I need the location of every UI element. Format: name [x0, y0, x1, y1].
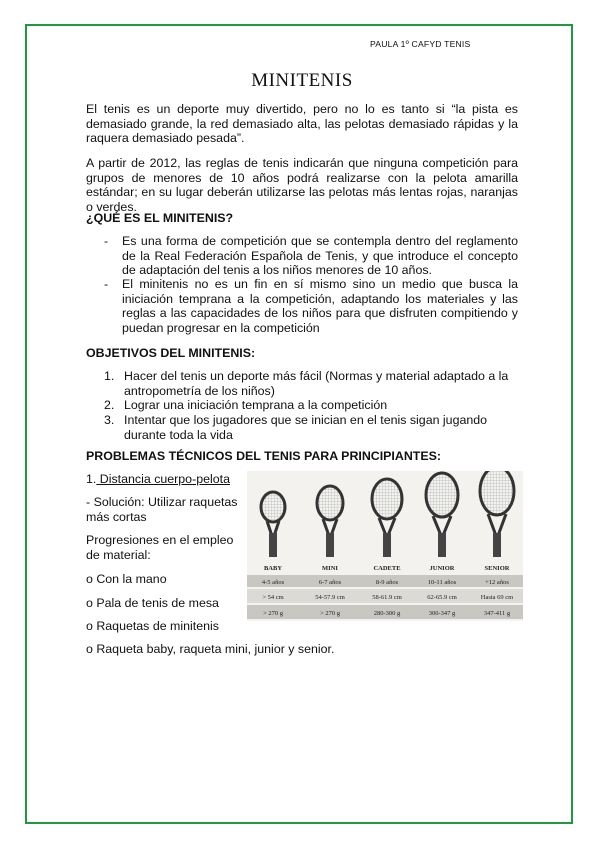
- cell-length: 58-61.9 cm: [372, 594, 402, 601]
- racket-senior: [480, 471, 514, 557]
- col-name-cadete: CADETE: [373, 565, 401, 572]
- document-title: MINITENIS: [251, 70, 353, 91]
- col-name-mini: MINI: [322, 565, 338, 572]
- list-number: 2.: [104, 398, 115, 412]
- cell-length: > 54 cm: [262, 594, 284, 601]
- option-item: o Pala de tenis de mesa: [86, 596, 219, 610]
- solution-text: - Solución: Utilizar raquetas más cortas: [86, 495, 238, 524]
- cell-weight: 347-411 g: [483, 610, 511, 617]
- col-name-baby: BABY: [263, 565, 283, 572]
- racket-cadete: [372, 479, 402, 557]
- racket-sizes-image: [247, 471, 523, 621]
- intro-paragraph: El tenis es un deporte muy divertido, pero no lo es tanto si “la pista es demasiado grande, la red demasiado alta, las pelotas demasiado rápidas y la raquera demasiado pesada”.: [86, 102, 518, 146]
- list-item-text: Lograr una iniciación temprana a la competición: [124, 398, 388, 412]
- cell-length: 62-65.9 cm: [427, 594, 457, 601]
- problem-label: Distancia cuerpo-pelota: [96, 472, 230, 486]
- dash-bullet: -: [104, 234, 109, 248]
- cell-age: 4-5 años: [261, 579, 285, 586]
- cell-weight: 300-347 g: [428, 610, 456, 617]
- section-heading-objectives: OBJETIVOS DEL MINITENIS:: [86, 346, 256, 360]
- cell-weight: 280-300 g: [373, 610, 401, 617]
- list-item-text: El minitenis no es un fin en sí mismo sino un medio que busca la iniciación temprana a la competición, adaptando los materiales y las reglas a las capacidades de los niños para que disfruten compitiendo y puedan progresar en la competición: [122, 277, 518, 335]
- col-name-senior: SENIOR: [484, 565, 510, 572]
- cell-weight: > 270 g: [320, 610, 340, 617]
- cell-length: Hasta 69 cm: [480, 594, 514, 601]
- rules-paragraph: A partir de 2012, las reglas de tenis indicarán que ninguna competición para grupos de menores de 10 años podrá realizarse con la pelota amarilla estándar; en su lugar deberán utilizarse las pelotas más lentas rojas, naranjas o verdes.: [86, 156, 518, 214]
- list-item-text: Intentar que los jugadores que se inician en el tenis sigan jugando durante toda la vida: [124, 413, 488, 442]
- section-heading-what-is: ¿QUÉ ES EL MINITENIS?: [86, 211, 234, 225]
- col-name-junior: JUNIOR: [429, 565, 455, 572]
- problem-item: [86, 472, 230, 487]
- progressions-text: Progresiones en el empleo de material:: [86, 533, 234, 562]
- list-item-text: Es una forma de competición que se contempla dentro del reglamento de la Real Federación Española de Tenis, y que introduce el concepto de adaptación del tenis a los niños menores de 10 años.: [122, 234, 518, 278]
- option-item: o Raquetas de minitenis: [86, 619, 219, 633]
- cell-age: +12 años: [485, 579, 509, 586]
- cell-age: 10-11 años: [427, 579, 457, 586]
- option-item: o Con la mano: [86, 572, 167, 586]
- racket-baby: [261, 492, 285, 557]
- racket-junior: [426, 473, 458, 557]
- list-item-text: Hacer del tenis un deporte más fácil (Normas y material adaptado a la antropometría de los niños): [124, 369, 509, 398]
- racket-mini: [317, 486, 343, 557]
- option-item: o Raqueta baby, raqueta mini, junior y senior.: [86, 642, 335, 656]
- header-author: PAULA 1º CAFYD TENIS: [370, 39, 471, 49]
- problem-number: 1.: [86, 472, 97, 486]
- cell-weight: > 270 g: [263, 610, 283, 617]
- cell-length: 54-57.9 cm: [315, 594, 345, 601]
- section-heading-problems: PROBLEMAS TÉCNICOS DEL TENIS PARA PRINCIPIANTES:: [86, 449, 441, 463]
- cell-age: 8-9 años: [375, 579, 399, 586]
- list-number: 1.: [104, 369, 115, 383]
- list-number: 3.: [104, 413, 115, 427]
- dash-bullet: -: [104, 277, 109, 291]
- racket-sizes-figure: [247, 471, 523, 621]
- cell-age: 6-7 años: [318, 579, 342, 586]
